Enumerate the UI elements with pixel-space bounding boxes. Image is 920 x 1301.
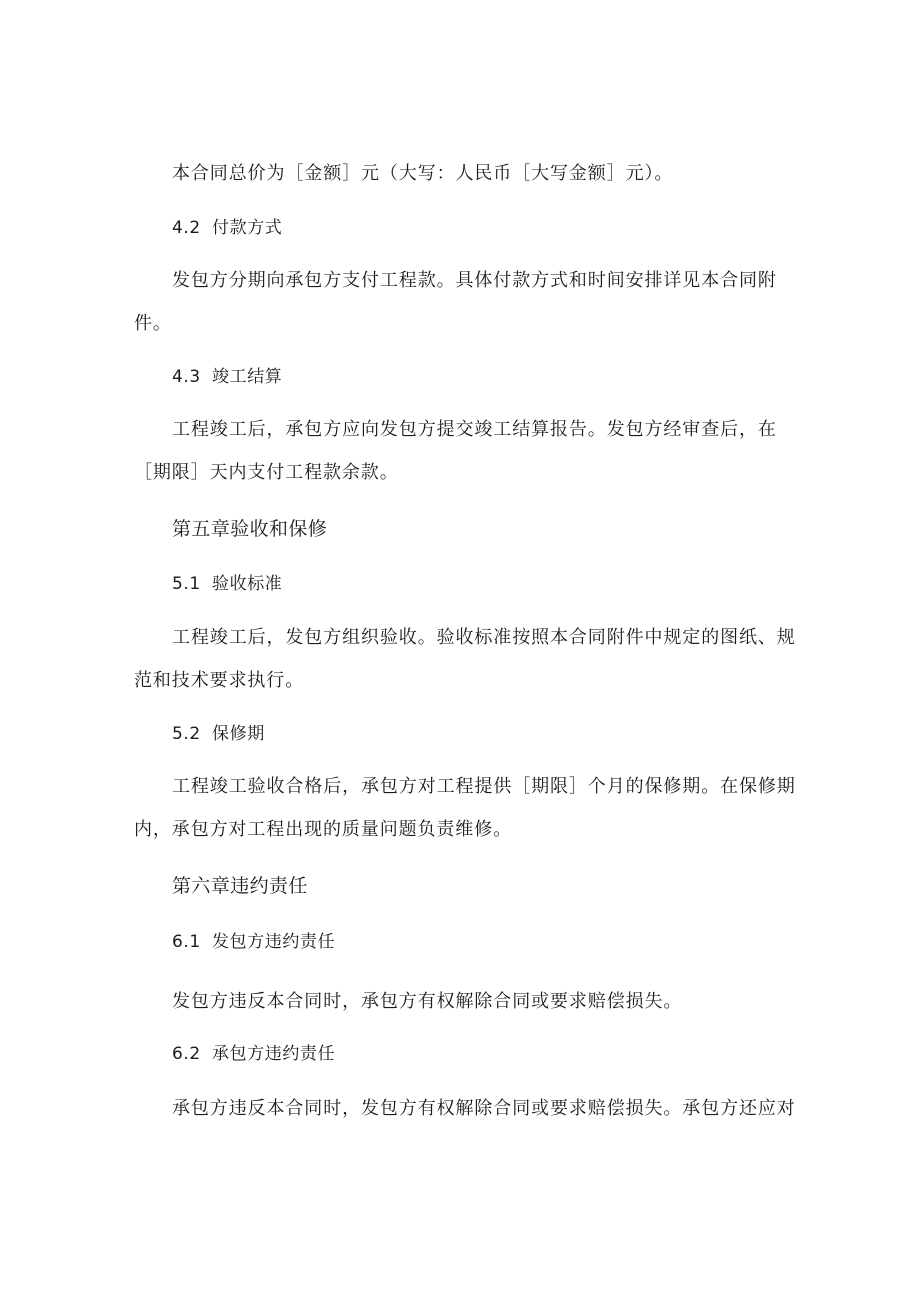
chapter-heading-5: 第五章验收和保修	[172, 518, 328, 540]
paragraph-4-2-line1: 发包方分期向承包方支付工程款。具体付款方式和时间安排详见本合同附	[172, 270, 777, 291]
paragraph-5-2-line1: 工程竣工验收合格后，承包方对工程提供［期限］个月的保修期。在保修期	[172, 776, 796, 797]
section-number: 4.2	[172, 218, 201, 238]
section-heading-5-2	[172, 722, 265, 746]
section-heading-4-3	[172, 365, 282, 389]
paragraph-4-3-line2: ［期限］天内支付工程款余款。	[134, 462, 399, 483]
paragraph-5-1-line1: 工程竣工后，发包方组织验收。验收标准按照本合同附件中规定的图纸、规	[172, 627, 796, 648]
section-number: 5.1	[172, 574, 201, 594]
paragraph-6-1: 发包方违反本合同时，承包方有权解除合同或要求赔偿损失。	[172, 991, 683, 1012]
paragraph-5-1-line2: 范和技术要求执行。	[134, 670, 305, 691]
section-number: 4.3	[172, 367, 201, 387]
section-number: 5.2	[172, 724, 201, 744]
section-title: 保修期	[212, 724, 265, 744]
paragraph-5-2-line2: 内，承包方对工程出现的质量问题负责维修。	[134, 819, 512, 840]
section-heading-6-1	[172, 930, 335, 954]
section-title: 验收标准	[212, 574, 283, 594]
section-number: 6.2	[172, 1044, 201, 1064]
section-title: 发包方违约责任	[212, 932, 336, 952]
section-title: 承包方违约责任	[212, 1044, 336, 1064]
section-title: 竣工结算	[212, 367, 283, 387]
section-title: 付款方式	[212, 218, 283, 238]
paragraph-4-3-line1: 工程竣工后，承包方应向发包方提交竣工结算报告。发包方经审查后，在	[172, 419, 777, 440]
section-heading-4-2	[172, 216, 282, 240]
section-heading-5-1	[172, 572, 282, 596]
paragraph-4-2-line2: 件。	[134, 313, 172, 334]
total-price-paragraph: 本合同总价为［金额］元（大写：人民币［大写金额］元）。	[172, 163, 674, 184]
paragraph-6-2-line1: 承包方违反本合同时，发包方有权解除合同或要求赔偿损失。承包方还应对	[172, 1098, 796, 1119]
section-heading-6-2	[172, 1042, 335, 1066]
section-number: 6.1	[172, 932, 201, 952]
chapter-heading-6: 第六章违约责任	[172, 875, 308, 897]
